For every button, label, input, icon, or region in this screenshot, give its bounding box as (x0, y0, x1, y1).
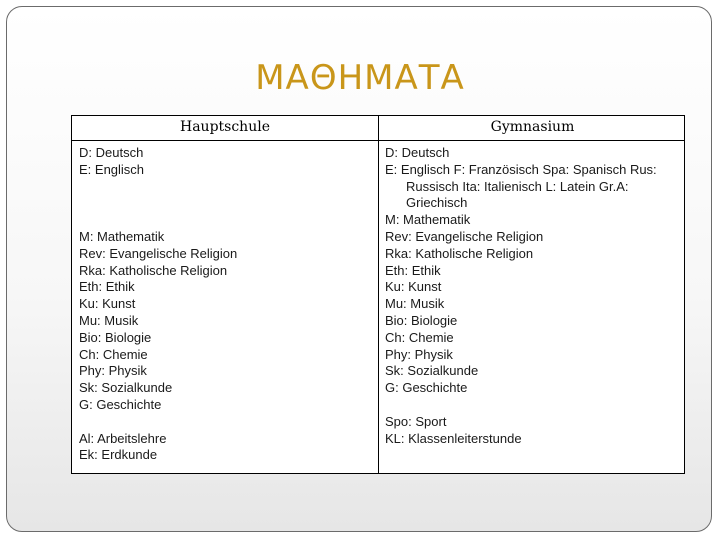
header-hauptschule: Hauptschule (180, 119, 270, 135)
spacer (385, 397, 680, 414)
subjects-table (71, 115, 685, 474)
subject-item: Rev: Evangelische Religion (79, 245, 238, 261)
subject-item: Al: Arbeitslehre (79, 430, 167, 446)
subject-item: M: Mathematik (385, 212, 471, 228)
subject-item: D: Deutsch (79, 145, 144, 160)
subject-item: Bio: Biologie (79, 329, 152, 345)
subject-item: Sk: Sozialkunde (79, 380, 173, 396)
subject-item: Ch: Chemie (79, 346, 148, 362)
subject-item: Phy: Physik (79, 363, 147, 379)
subject-item: Ek: Erdkunde (79, 447, 158, 463)
spacer (79, 212, 369, 229)
subject-item: Rka: Katholische Religion (79, 262, 228, 278)
subject-item: Eth: Ethik (79, 279, 135, 295)
subject-item: Ku: Kunst (385, 279, 442, 295)
subject-item: G: Geschichte (79, 396, 162, 412)
subject-item: Mu: Musik (385, 296, 445, 312)
subject-item: M: Mathematik (79, 228, 165, 244)
subject-item: Ch: Chemie (385, 329, 454, 345)
cell-gymnasium (385, 145, 680, 447)
subject-item: Rka: Katholische Religion (385, 245, 534, 261)
subject-item: G: Geschichte (385, 380, 468, 396)
subject-item: Mu: Musik (79, 312, 139, 328)
subject-item: Phy: Physik (385, 346, 453, 362)
subject-item: D: Deutsch (385, 145, 450, 160)
spacer (79, 179, 369, 196)
spacer (79, 414, 369, 431)
subject-item: KL: Klassenleiterstunde (385, 430, 522, 446)
subject-item: Eth: Ethik (385, 262, 441, 278)
column-divider (378, 116, 379, 473)
subject-item: Bio: Biologie (385, 312, 458, 328)
subject-item-languages: E: Englisch F: Französisch Spa: Spanisch Rus: Russisch Ita: Italienisch L: Latein Gr.A: Griechisch (385, 161, 657, 211)
subject-item: Spo: Sport (385, 413, 447, 429)
subject-item: Rev: Evangelische Religion (385, 228, 544, 244)
subject-item: Sk: Sozialkunde (385, 363, 479, 379)
slide-title: ΜΑΘΗΜΑΤΑ (255, 58, 465, 98)
cell-hauptschule (79, 145, 369, 464)
subject-item: Ku: Kunst (79, 296, 136, 312)
subject-item: E: Englisch (79, 161, 145, 177)
spacer (79, 195, 369, 212)
header-gymnasium: Gymnasium (490, 119, 575, 135)
